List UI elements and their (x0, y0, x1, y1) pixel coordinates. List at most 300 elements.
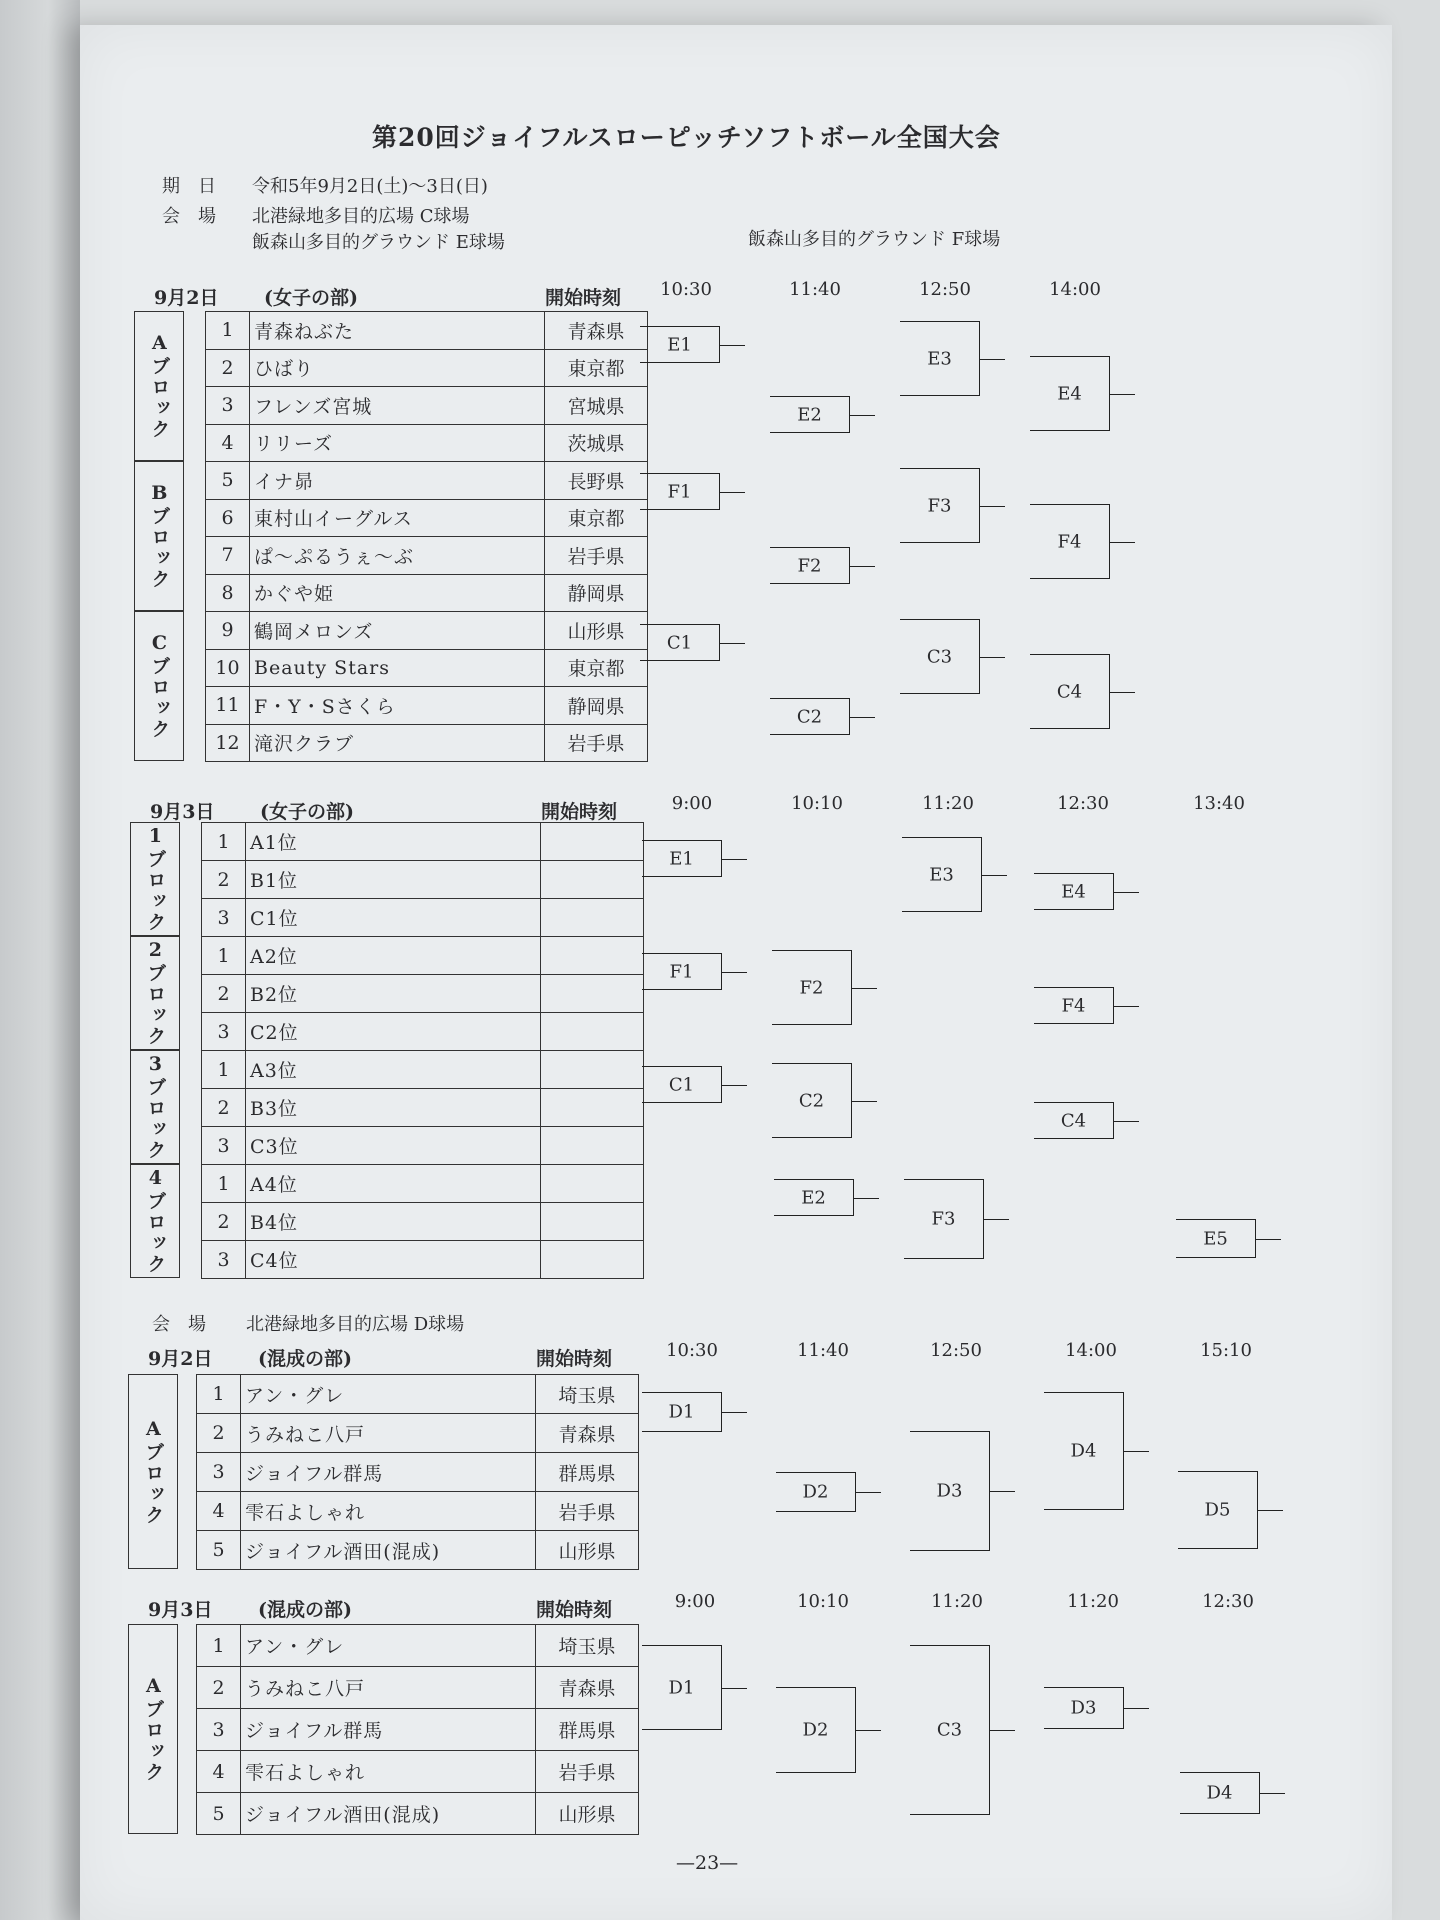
team-name: 雫石よしゃれ (241, 1751, 536, 1793)
team-name: ジョイフル群馬 (241, 1453, 536, 1492)
start-time: 12:50 (930, 1340, 982, 1361)
match-label: F1 (667, 481, 692, 502)
bracket-line (852, 988, 877, 989)
team-number: 1 (202, 823, 246, 861)
start-time: 14:00 (1049, 279, 1101, 300)
table-row (206, 349, 648, 387)
table-row (197, 1793, 639, 1835)
match-label: C3 (926, 646, 953, 667)
table-row (206, 574, 648, 612)
team-prefecture: 山形県 (536, 1793, 639, 1835)
start-time-label: 開始時刻 (541, 801, 618, 823)
bracket-line (1258, 1510, 1283, 1511)
match-label: D3 (936, 1480, 963, 1502)
table-row (202, 899, 644, 937)
team-name: ジョイフル群馬 (241, 1709, 536, 1751)
team-number: 3 (202, 1241, 246, 1279)
block-label (134, 611, 184, 761)
team-number: 2 (202, 1203, 246, 1241)
section-division: (混成の部) (258, 1599, 352, 1621)
table-row (202, 1203, 644, 1241)
start-time: 10:30 (660, 279, 712, 300)
bracket-match (910, 1431, 990, 1551)
team-number: 2 (202, 975, 246, 1013)
match-label: F4 (1057, 531, 1082, 552)
table-row (206, 612, 648, 650)
start-time: 10:10 (791, 793, 843, 814)
table-row (197, 1625, 639, 1667)
start-time: 9:00 (674, 1591, 716, 1612)
team-name: 青森ねぶた (250, 312, 545, 350)
bracket-match (1034, 987, 1114, 1024)
bracket-line (980, 506, 1005, 507)
team-prefecture (541, 1165, 644, 1203)
team-prefecture (541, 823, 644, 861)
block-label (130, 1164, 180, 1278)
table-row (202, 1013, 644, 1051)
team-number: 1 (197, 1375, 241, 1414)
bracket-match (1030, 654, 1110, 729)
team-table (205, 311, 648, 762)
section-date: 9月2日 (154, 287, 219, 309)
bracket-line (856, 1492, 881, 1493)
block-label (134, 461, 184, 611)
team-prefecture: 長野県 (545, 462, 648, 500)
table-row (197, 1531, 639, 1570)
team-number: 1 (202, 937, 246, 975)
table-row (206, 649, 648, 687)
team-name: うみねこ八戸 (241, 1414, 536, 1453)
team-name: うみねこ八戸 (241, 1667, 536, 1709)
bracket-match (640, 326, 720, 363)
bracket-match (770, 547, 850, 584)
block-name: 4ブロック (144, 1167, 167, 1275)
start-time: 11:40 (797, 1340, 849, 1361)
team-number: 10 (206, 649, 250, 687)
bracket-match (642, 1645, 722, 1730)
team-name: C1位 (246, 899, 541, 937)
bracket-line (1114, 1121, 1139, 1122)
team-number: 2 (202, 861, 246, 899)
match-label: D4 (1206, 1782, 1233, 1804)
team-number: 3 (202, 899, 246, 937)
start-time: 12:30 (1202, 1591, 1254, 1612)
bracket-line (720, 643, 745, 644)
bracket-line (722, 1412, 747, 1413)
team-name: ぱ～ぷるうぇ～ぶ (250, 537, 545, 575)
bracket-line (854, 1198, 879, 1199)
team-prefecture: 群馬県 (536, 1709, 639, 1751)
table-row (197, 1414, 639, 1453)
team-number: 3 (197, 1453, 241, 1492)
team-number: 3 (202, 1013, 246, 1051)
bracket-line (850, 415, 875, 416)
table-row (206, 424, 648, 462)
team-prefecture: 宮城県 (545, 387, 648, 425)
block-name: Aブロック (148, 332, 171, 440)
bracket-line (856, 1730, 881, 1731)
start-time: 11:20 (1067, 1591, 1119, 1612)
team-number: 3 (202, 1127, 246, 1165)
team-number: 2 (202, 1089, 246, 1127)
team-number: 4 (197, 1492, 241, 1531)
bracket-line (1124, 1708, 1149, 1709)
table-row (202, 937, 644, 975)
match-label: F1 (669, 961, 694, 982)
table-row (197, 1751, 639, 1793)
bracket-match (900, 468, 980, 543)
match-label: E2 (801, 1187, 826, 1208)
start-time-label: 開始時刻 (536, 1599, 613, 1621)
team-number: 1 (206, 312, 250, 350)
bracket-match (900, 321, 980, 396)
match-label: C1 (668, 1074, 695, 1095)
match-label: E5 (1203, 1228, 1228, 1249)
start-time: 15:10 (1200, 1340, 1252, 1361)
team-prefecture: 山形県 (545, 612, 648, 650)
team-prefecture: 東京都 (545, 349, 648, 387)
team-name: 雫石よしゃれ (241, 1492, 536, 1531)
section-division: (混成の部) (258, 1348, 352, 1370)
match-label: C2 (798, 1090, 825, 1111)
bracket-line (1124, 1451, 1149, 1452)
team-name: ジョイフル酒田(混成) (241, 1793, 536, 1835)
table-row (206, 387, 648, 425)
team-number: 4 (197, 1751, 241, 1793)
match-label: D1 (668, 1401, 695, 1423)
table-row (197, 1492, 639, 1531)
book-spine (0, 0, 80, 1920)
team-number: 9 (206, 612, 250, 650)
page-number: —23— (676, 1852, 739, 1874)
team-table (196, 1374, 639, 1570)
bracket-match (900, 619, 980, 694)
match-label: F4 (1061, 995, 1086, 1016)
team-name: B1位 (246, 861, 541, 899)
section-division: (女子の部) (264, 287, 358, 309)
bracket-match (1044, 1392, 1124, 1510)
match-label: E2 (797, 404, 822, 425)
start-time: 12:50 (919, 279, 971, 300)
team-prefecture (541, 1051, 644, 1089)
team-name: B2位 (246, 975, 541, 1013)
venue2-label: 会 場 (152, 1314, 206, 1335)
bracket-line (720, 492, 745, 493)
team-number: 7 (206, 537, 250, 575)
bracket-match (1030, 504, 1110, 579)
start-time: 11:40 (789, 279, 841, 300)
team-name: 滝沢クラブ (250, 724, 545, 762)
team-prefecture: 東京都 (545, 499, 648, 537)
team-name: A3位 (246, 1051, 541, 1089)
team-name: かぐや姫 (250, 574, 545, 612)
team-prefecture: 東京都 (545, 649, 648, 687)
bracket-match (904, 1179, 984, 1259)
team-number: 12 (206, 724, 250, 762)
bracket-line (722, 859, 747, 860)
bracket-match (774, 1179, 854, 1216)
venue2-value: 北港緑地多目的広場 D球場 (246, 1314, 465, 1335)
match-label: E3 (929, 864, 954, 885)
team-prefecture: 群馬県 (536, 1453, 639, 1492)
table-row (206, 499, 648, 537)
team-name: リリーズ (250, 424, 545, 462)
block-name: Aブロック (142, 1675, 165, 1783)
table-row (202, 975, 644, 1013)
match-label: D2 (802, 1719, 829, 1741)
table-row (202, 1165, 644, 1203)
team-name: A2位 (246, 937, 541, 975)
start-time: 10:10 (797, 1591, 849, 1612)
start-time: 11:20 (922, 793, 974, 814)
table-row (206, 724, 648, 762)
block-label (128, 1374, 178, 1569)
bracket-match (640, 473, 720, 510)
team-name: A1位 (246, 823, 541, 861)
bracket-line (722, 1688, 747, 1689)
start-time: 9:00 (671, 793, 713, 814)
team-name: C4位 (246, 1241, 541, 1279)
bracket-line (980, 657, 1005, 658)
venue-1: 北港緑地多目的広場 C球場 (252, 206, 470, 227)
match-label: E4 (1057, 383, 1082, 404)
team-prefecture (541, 937, 644, 975)
match-label: D4 (1070, 1440, 1097, 1462)
team-prefecture: 岩手県 (536, 1751, 639, 1793)
team-name: B4位 (246, 1203, 541, 1241)
match-label: E4 (1061, 881, 1086, 902)
table-row (202, 1241, 644, 1279)
team-name: 鶴岡メロンズ (250, 612, 545, 650)
table-row (202, 861, 644, 899)
team-prefecture: 岩手県 (545, 537, 648, 575)
page-title: 第20回ジョイフルスローピッチソフトボール全国大会 (372, 123, 1001, 152)
venue-2: 飯森山多目的グラウンド E球場 (252, 232, 505, 253)
team-prefecture (541, 1203, 644, 1241)
bracket-line (1110, 692, 1135, 693)
bracket-match (902, 837, 982, 912)
team-number: 5 (197, 1793, 241, 1835)
team-name: イナ昴 (250, 462, 545, 500)
team-table (196, 1624, 639, 1835)
match-label: D2 (802, 1481, 829, 1503)
bracket-line (852, 1101, 877, 1102)
block-name: Cブロック (148, 632, 171, 740)
team-number: 11 (206, 687, 250, 725)
team-prefecture: 岩手県 (536, 1492, 639, 1531)
table-row (202, 1051, 644, 1089)
block-name: 2ブロック (144, 939, 167, 1047)
team-name: ジョイフル酒田(混成) (241, 1531, 536, 1570)
bracket-match (642, 953, 722, 990)
team-name: B3位 (246, 1089, 541, 1127)
block-label (130, 1050, 180, 1164)
bracket-match (642, 1066, 722, 1103)
team-prefecture: 青森県 (545, 312, 648, 350)
bracket-match (770, 698, 850, 735)
team-table (201, 822, 644, 1279)
match-label: D3 (1070, 1697, 1097, 1719)
match-label: D5 (1204, 1499, 1231, 1521)
section-date: 9月3日 (150, 801, 215, 823)
team-name: C3位 (246, 1127, 541, 1165)
bracket-match (1034, 1102, 1114, 1139)
table-row (202, 1127, 644, 1165)
venue-label: 会 場 (162, 206, 216, 227)
team-prefecture: 岩手県 (545, 724, 648, 762)
section-division: (女子の部) (260, 801, 354, 823)
start-time-label: 開始時刻 (536, 1348, 613, 1370)
team-number: 6 (206, 499, 250, 537)
bracket-match (776, 1687, 856, 1773)
team-prefecture: 青森県 (536, 1667, 639, 1709)
bracket-match (1178, 1471, 1258, 1549)
match-label: F2 (797, 555, 822, 576)
bracket-line (722, 972, 747, 973)
match-label: C4 (1060, 1110, 1087, 1131)
start-time-label: 開始時刻 (545, 287, 622, 309)
team-prefecture (541, 861, 644, 899)
match-label: C4 (1056, 681, 1083, 702)
team-prefecture (541, 1089, 644, 1127)
bracket-line (982, 875, 1007, 876)
team-name: アン・グレ (241, 1375, 536, 1414)
team-name: C2位 (246, 1013, 541, 1051)
match-label: F3 (927, 495, 952, 516)
team-number: 1 (202, 1051, 246, 1089)
team-number: 5 (206, 462, 250, 500)
team-prefecture: 静岡県 (545, 574, 648, 612)
match-label: E1 (667, 334, 692, 355)
team-prefecture (541, 975, 644, 1013)
bracket-match (1044, 1687, 1124, 1729)
bracket-line (850, 566, 875, 567)
match-label: F3 (931, 1208, 956, 1230)
team-name: Beauty Stars (250, 649, 545, 687)
block-name: 3ブロック (144, 1053, 167, 1161)
bracket-match (772, 1063, 852, 1138)
bracket-match (776, 1472, 856, 1512)
table-row (202, 1089, 644, 1127)
dates-label: 期 日 (162, 176, 216, 197)
start-time: 13:40 (1193, 793, 1245, 814)
team-prefecture (541, 899, 644, 937)
team-number: 1 (197, 1625, 241, 1667)
table-row (206, 687, 648, 725)
bracket-line (1110, 394, 1135, 395)
bracket-line (984, 1219, 1009, 1220)
team-name: A4位 (246, 1165, 541, 1203)
table-row (206, 462, 648, 500)
team-name: F・Y・Sさくら (250, 687, 545, 725)
table-row (197, 1709, 639, 1751)
start-time: 11:20 (931, 1591, 983, 1612)
team-name: ひばり (250, 349, 545, 387)
section-date: 9月3日 (148, 1599, 213, 1621)
bracket-match (1180, 1772, 1260, 1814)
block-label (130, 936, 180, 1050)
bracket-line (720, 345, 745, 346)
section-date: 9月2日 (148, 1348, 213, 1370)
team-number: 4 (206, 424, 250, 462)
table-row (206, 312, 648, 350)
block-label (130, 822, 180, 936)
team-number: 8 (206, 574, 250, 612)
block-name: Aブロック (142, 1417, 165, 1526)
team-number: 2 (197, 1667, 241, 1709)
start-time: 10:30 (666, 1340, 718, 1361)
team-name: フレンズ宮城 (250, 387, 545, 425)
table-row (202, 823, 644, 861)
team-number: 3 (197, 1709, 241, 1751)
team-number: 3 (206, 387, 250, 425)
team-prefecture: 山形県 (536, 1531, 639, 1570)
bracket-line (990, 1491, 1015, 1492)
bracket-match (770, 396, 850, 433)
bracket-match (1176, 1219, 1256, 1258)
bracket-match (642, 1392, 722, 1432)
team-name: 東村山イーグルス (250, 499, 545, 537)
team-prefecture: 埼玉県 (536, 1375, 639, 1414)
block-label (128, 1624, 178, 1834)
bracket-match (1030, 356, 1110, 431)
block-name: 1ブロック (144, 825, 167, 933)
team-number: 2 (197, 1414, 241, 1453)
block-name: Bブロック (148, 482, 171, 590)
bracket-line (722, 1085, 747, 1086)
team-name: アン・グレ (241, 1625, 536, 1667)
match-label: C1 (666, 632, 693, 653)
team-prefecture: 茨城県 (545, 424, 648, 462)
team-prefecture (541, 1241, 644, 1279)
venue-3: 飯森山多目的グラウンド F球場 (748, 229, 1001, 250)
bracket-match (910, 1645, 990, 1815)
table-row (197, 1667, 639, 1709)
bracket-line (980, 359, 1005, 360)
start-time: 12:30 (1057, 793, 1109, 814)
bracket-line (1260, 1793, 1285, 1794)
bracket-line (1256, 1239, 1281, 1240)
bracket-line (1114, 892, 1139, 893)
team-prefecture (541, 1127, 644, 1165)
table-row (197, 1453, 639, 1492)
bracket-line (1110, 542, 1135, 543)
bracket-match (1034, 873, 1114, 910)
team-prefecture: 静岡県 (545, 687, 648, 725)
bracket-match (640, 624, 720, 661)
start-time: 14:00 (1065, 1340, 1117, 1361)
match-label: D1 (668, 1677, 695, 1698)
block-label (134, 311, 184, 461)
match-label: C2 (796, 706, 823, 727)
team-prefecture (541, 1013, 644, 1051)
team-prefecture: 埼玉県 (536, 1625, 639, 1667)
dates-value: 令和5年9月2日(土)～3日(日) (252, 176, 488, 197)
bracket-line (990, 1730, 1015, 1731)
match-label: E3 (927, 348, 952, 369)
bracket-match (772, 950, 852, 1025)
bracket-line (850, 717, 875, 718)
team-number: 5 (197, 1531, 241, 1570)
table-row (197, 1375, 639, 1414)
team-number: 2 (206, 349, 250, 387)
bracket-match (642, 840, 722, 877)
match-label: E1 (669, 848, 694, 869)
bracket-line (1114, 1006, 1139, 1007)
team-number: 1 (202, 1165, 246, 1203)
team-prefecture: 青森県 (536, 1414, 639, 1453)
table-row (206, 537, 648, 575)
